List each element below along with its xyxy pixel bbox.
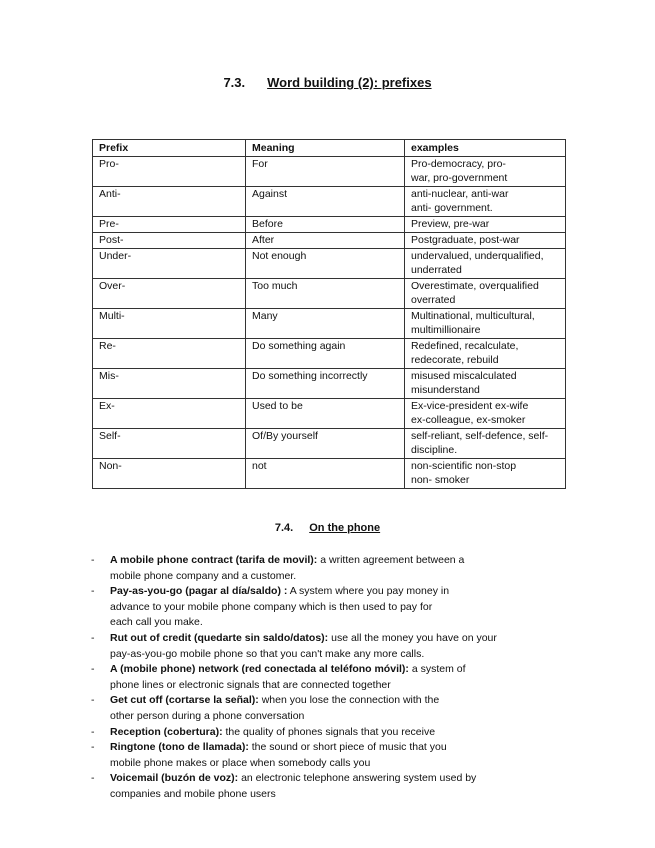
definition-line: phone lines or electronic signals that are connected together <box>110 678 391 691</box>
table-row <box>93 279 566 309</box>
meaning-cell: After <box>246 233 405 249</box>
section-title: On the phone <box>309 522 381 534</box>
examples-cell <box>405 187 566 217</box>
column-header-prefix: Prefix <box>93 140 246 157</box>
example-line: misunderstand <box>411 384 480 396</box>
definition-text: an electronic telephone answering system used by <box>238 772 477 785</box>
definition-line: mobile phone makes or place when somebody calls you <box>110 756 371 769</box>
definition-text: a system of <box>408 663 466 676</box>
table-row <box>93 187 566 217</box>
prefix-cell: Ex- <box>93 399 246 429</box>
meaning-cell: Against <box>246 187 405 217</box>
vocabulary-term: Pay-as-you-go (pagar al día/saldo) : <box>110 585 288 598</box>
section-title: Word building (2): prefixes <box>267 75 432 90</box>
definition-text: use all the money you have on your <box>328 631 497 644</box>
example-line: discipline. <box>411 444 458 456</box>
table-row <box>93 369 566 399</box>
vocabulary-term: Rut out of credit (quedarte sin saldo/datos): <box>110 631 329 644</box>
definition-line: companies and mobile phone users <box>110 787 276 800</box>
table-row <box>93 233 566 249</box>
prefix-cell: Pro- <box>93 157 246 187</box>
definition-first-line <box>110 631 551 647</box>
column-header-examples: examples <box>405 140 566 157</box>
examples-cell <box>405 233 566 249</box>
example-line: Multinational, multicultural, <box>411 310 535 322</box>
examples-cell <box>405 429 566 459</box>
prefix-cell: Under- <box>93 249 246 279</box>
meaning-cell: Too much <box>246 279 405 309</box>
meaning-cell: Do something again <box>246 339 405 369</box>
example-line: non- smoker <box>411 474 470 486</box>
example-line: Pro-democracy, pro- <box>411 158 506 170</box>
example-line: undervalued, underqualified, <box>411 250 544 262</box>
column-header-meaning: Meaning <box>246 140 405 157</box>
vocabulary-term: A (mobile phone) network (red conectada al teléfono móvil): <box>110 663 409 676</box>
table-row <box>93 249 566 279</box>
table-row <box>93 459 566 489</box>
example-line: Redefined, recalculate, <box>411 340 519 352</box>
section-number: 7.4. <box>274 522 294 534</box>
definition-text: when you lose the connection with the <box>258 694 440 707</box>
examples-cell <box>405 157 566 187</box>
definition-text: a written agreement between a <box>317 554 465 566</box>
examples-cell <box>405 279 566 309</box>
table-header-row <box>93 140 566 157</box>
example-line: underrated <box>411 264 462 276</box>
prefix-cell: Post- <box>93 233 246 249</box>
table-row <box>93 429 566 459</box>
prefix-cell: Non- <box>93 459 246 489</box>
vocabulary-term: Ringtone (tono de llamada): <box>110 741 249 754</box>
vocabulary-term: Get cut off (cortarse la señal): <box>110 694 259 707</box>
examples-cell <box>405 399 566 429</box>
meaning-cell: Not enough <box>246 249 405 279</box>
list-dash: - <box>91 663 95 676</box>
definition-line: advance to your mobile phone company which is then used to pay for <box>110 600 433 613</box>
definition-first-line <box>110 725 551 741</box>
definition-first-line <box>110 740 551 756</box>
example-line: war, pro-government <box>411 172 508 184</box>
meaning-cell: Do something incorrectly <box>246 369 405 399</box>
prefix-cell: Re- <box>93 339 246 369</box>
prefix-cell: Self- <box>93 429 246 459</box>
examples-cell <box>405 369 566 399</box>
definition-line: pay-as-you-go mobile phone so that you can't make any more calls. <box>110 647 425 660</box>
example-line: non-scientific non-stop <box>411 460 517 472</box>
list-dash: - <box>91 585 95 598</box>
example-line: self-reliant, self-defence, self- <box>411 430 549 442</box>
prefix-cell: Mis- <box>93 369 246 399</box>
prefix-cell: Multi- <box>93 309 246 339</box>
definition-first-line <box>110 553 551 569</box>
meaning-cell: For <box>246 157 405 187</box>
table-row <box>93 399 566 429</box>
definition-text: the quality of phones signals that you receive <box>222 725 436 738</box>
table-row <box>93 157 566 187</box>
list-dash: - <box>91 741 95 754</box>
meaning-cell: Many <box>246 309 405 339</box>
definition-first-line <box>110 584 551 600</box>
examples-cell <box>405 309 566 339</box>
section-heading-phone <box>0 522 655 534</box>
table-row <box>93 217 566 233</box>
meaning-cell: Of/By yourself <box>246 429 405 459</box>
list-dash: - <box>91 694 95 707</box>
meaning-cell: Before <box>246 217 405 233</box>
list-dash: - <box>91 772 95 785</box>
table-row <box>93 339 566 369</box>
meaning-cell: not <box>246 459 405 489</box>
phone-vocabulary-list <box>91 553 551 803</box>
examples-cell <box>405 459 566 489</box>
definition-first-line <box>110 662 551 678</box>
meaning-cell: Used to be <box>246 399 405 429</box>
prefix-table <box>92 139 566 489</box>
examples-cell <box>405 339 566 369</box>
list-item <box>91 771 551 802</box>
vocabulary-term: Reception (cobertura): <box>110 725 223 738</box>
examples-cell <box>405 217 566 233</box>
list-item <box>91 584 551 631</box>
list-item <box>91 693 551 724</box>
example-line: ex-colleague, ex-smoker <box>411 414 526 426</box>
definition-line: each call you make. <box>110 616 203 629</box>
prefix-cell: Pre- <box>93 217 246 233</box>
example-line: misused miscalculated <box>411 370 517 382</box>
list-item <box>91 740 551 771</box>
list-item <box>91 662 551 693</box>
vocabulary-term: A mobile phone contract (tarifa de movil): <box>110 554 318 566</box>
example-line: redecorate, rebuild <box>411 354 499 366</box>
list-dash: - <box>91 631 95 644</box>
example-line: Ex-vice-president ex-wife <box>411 400 529 412</box>
section-heading-prefixes <box>0 75 655 90</box>
example-line: anti-nuclear, anti-war <box>411 188 509 200</box>
prefix-cell: Anti- <box>93 187 246 217</box>
definition-line: mobile phone company and a customer. <box>110 569 297 582</box>
definition-line: other person during a phone conversation <box>110 709 305 722</box>
definition-text: the sound or short piece of music that you <box>248 741 447 754</box>
list-dash: - <box>91 554 95 566</box>
examples-cell <box>405 249 566 279</box>
example-line: Postgraduate, post-war <box>411 234 520 246</box>
list-dash: - <box>91 725 95 738</box>
prefix-cell: Over- <box>93 279 246 309</box>
example-line: anti- government. <box>411 202 493 214</box>
list-item <box>91 725 551 741</box>
example-line: multimillionaire <box>411 324 481 336</box>
definition-text: A system where you pay money in <box>287 585 450 598</box>
definition-first-line <box>110 771 551 787</box>
definition-first-line <box>110 693 551 709</box>
example-line: Overestimate, overqualified <box>411 280 539 292</box>
table-row <box>93 309 566 339</box>
example-line: Preview, pre-war <box>411 218 490 230</box>
list-item <box>91 553 551 584</box>
vocabulary-term: Voicemail (buzón de voz): <box>110 772 239 785</box>
example-line: overrated <box>411 294 456 306</box>
list-item <box>91 631 551 662</box>
section-number: 7.3. <box>223 75 246 90</box>
